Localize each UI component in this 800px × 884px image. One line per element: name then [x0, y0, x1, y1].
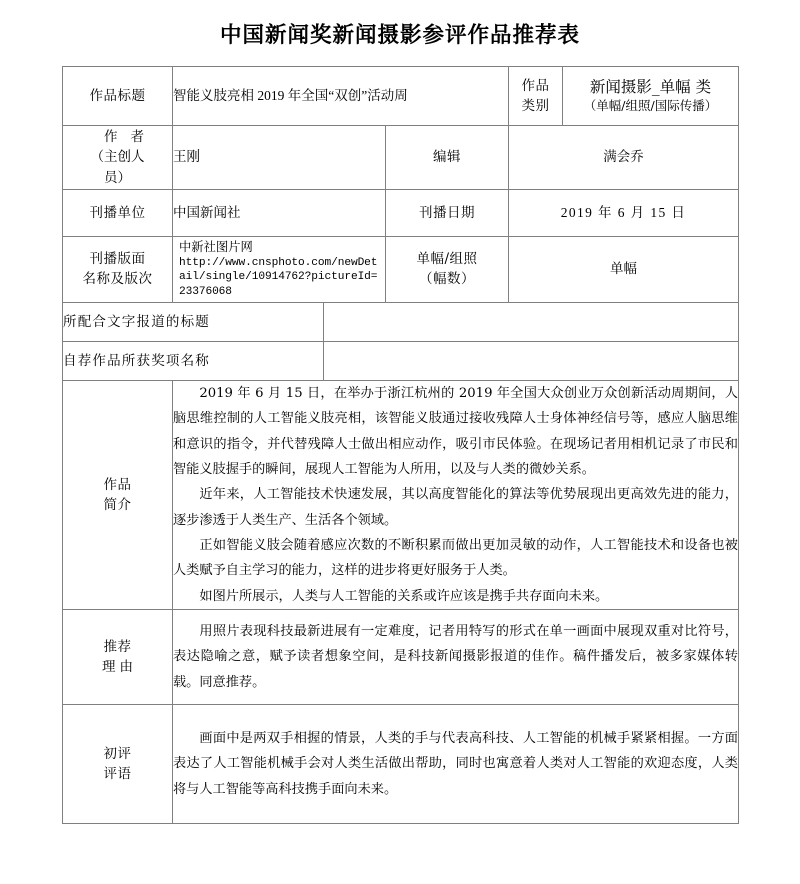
label-recommendation-reason-line2: 理由	[102, 659, 137, 676]
value-editor: 满会乔	[509, 126, 739, 190]
value-publish-date: 2019 年 6 月 15 日	[509, 190, 739, 237]
label-publish-unit: 刊播单位	[63, 190, 173, 237]
work-summary-paragraph: 近年来，人工智能技术快速发展，其以高度智能化的算法等优势展现出更高效先进的能力，逐步渗透于人类生产、生活各个领域。	[173, 487, 738, 528]
label-work-title: 作品标题	[63, 67, 173, 126]
label-author-line1: 作者	[104, 129, 144, 146]
value-category-sub: （单幅/组照/国际传播）	[583, 98, 718, 114]
value-publish-url: http://www.cnsphoto.com/newDetail/single/10914762?pictureId=23376068	[179, 256, 378, 298]
preliminary-review-paragraph: 画面中是两双手相握的情景，人类的手与代表高科技、人工智能的机械手紧紧相握。一方面表达了人工智能机械手会对人类生活做出帮助，同时也寓意着人类对人工智能的欢迎态度，人类将与人工智能等高科技携手面向未来。	[173, 731, 738, 797]
label-recommendation-reason-line1: 推荐	[103, 638, 132, 655]
value-preliminary-review	[173, 705, 739, 824]
value-category-main: 新闻摄影_单幅 类	[589, 78, 712, 97]
label-publish-layout-line2: 名称及版次	[82, 271, 153, 288]
table-row-preliminary-review	[63, 705, 739, 824]
value-author: 王刚	[173, 126, 386, 190]
table-row-publish-unit	[63, 190, 739, 237]
label-recommendation-reason	[63, 610, 173, 705]
work-summary-paragraph: 2019 年 6 月 15 日，在举办于浙江杭州的 2019 年全国大众创业万众创新活动周期间，人脑思维控制的人工智能义肢亮相，该智能义肢通过接收残障人士身体神经信号等，感应人脑思维和意识的指令，并代替残障人士做出相应动作，吸引市民体验。在现场记者用相机记录了市民和智能义肢握手的瞬间，展现人工智能为人所用，以及与人类的微妙关系。	[173, 385, 738, 477]
value-companion-headline	[324, 302, 739, 341]
label-publish-layout-line1: 刊播版面	[89, 251, 146, 268]
value-publish-unit: 中国新闻社	[173, 190, 386, 237]
label-author-line3: 员）	[104, 169, 131, 186]
page-title: 中国新闻奖新闻摄影参评作品推荐表	[219, 23, 580, 48]
recommendation-form-table	[62, 66, 739, 824]
table-row-recommendation-reason	[63, 610, 739, 705]
label-work-summary-line2: 简介	[103, 497, 132, 514]
value-work-title: 智能义肢亮相 2019 年全国“双创”活动周	[173, 67, 509, 126]
label-category	[509, 67, 563, 126]
label-category-line2: 类别	[521, 98, 550, 114]
label-category-line1: 作品	[521, 77, 550, 94]
value-publish-site: 中新社图片网	[179, 240, 253, 254]
table-row-companion-headline	[63, 302, 739, 341]
work-summary-paragraph: 正如智能义肢会随着感应次数的不断积累而做出更加灵敏的动作，人工智能技术和设备也被人类赋予自主学习的能力，这样的进步将更好服务于人类。	[173, 538, 738, 579]
value-category	[563, 67, 739, 126]
table-row-work-title	[63, 67, 739, 126]
label-companion-headline: 所配合文字报道的标题	[63, 302, 324, 341]
table-row-publish-layout	[63, 237, 739, 303]
label-publish-layout	[63, 237, 173, 303]
label-work-summary-line1: 作品	[103, 476, 132, 493]
label-editor: 编辑	[386, 126, 509, 190]
value-self-nominated-awards	[324, 341, 739, 380]
value-work-summary	[173, 380, 739, 609]
label-author-line2: （主创人	[90, 149, 145, 166]
table-row-work-summary	[63, 380, 739, 609]
value-recommendation-reason	[173, 610, 739, 705]
table-row-self-nominated-awards	[63, 341, 739, 380]
table-row-author	[63, 126, 739, 190]
value-publish-layout	[173, 237, 386, 303]
label-photo-count-line1: 单幅/组照	[416, 251, 478, 268]
work-summary-paragraph: 如图片所展示，人类与人工智能的关系或许应该是携手共存面向未来。	[199, 588, 609, 604]
label-preliminary-review-line1: 初评	[103, 745, 132, 762]
label-author	[63, 126, 173, 190]
label-photo-count-line2: （幅数）	[419, 271, 475, 288]
label-publish-date: 刊播日期	[386, 190, 509, 237]
label-photo-count	[386, 237, 509, 303]
label-preliminary-review	[63, 705, 173, 824]
label-preliminary-review-line2: 评语	[103, 766, 132, 783]
value-photo-count: 单幅	[509, 237, 739, 303]
label-work-summary	[63, 380, 173, 609]
label-self-nominated-awards: 自荐作品所获奖项名称	[63, 341, 324, 380]
recommendation-reason-paragraph: 用照片表现科技最新进展有一定难度，记者用特写的形式在单一画面中展现双重对比符号，表达隐喻之意，赋予读者想象空间，是科技新闻摄影报道的佳作。稿件播发后，被多家媒体转载。同意推荐。	[173, 624, 738, 690]
